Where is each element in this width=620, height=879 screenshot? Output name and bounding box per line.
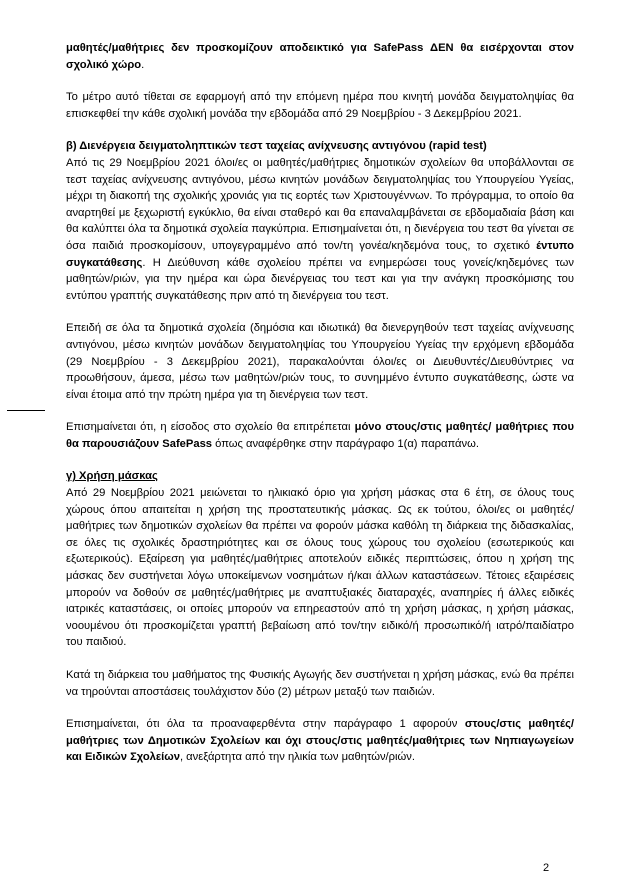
- section-b-paragraph-3: [66, 419, 574, 452]
- section-b-p1-bold: έντυπο συγκατάθεσης: [66, 239, 574, 269]
- section-c-p3-text-1: Επισημαίνεται, ότι όλα τα προαναφερθέντα στην παράγραφο 1 αφορούν: [66, 718, 465, 731]
- top-paragraph-bold: μαθητές/μαθήτριες δεν προσκομίζουν αποδεικτικό για SafePass ΔΕΝ θα εισέρχονται στον σχολικό χώρο: [66, 42, 574, 71]
- top-paragraph-end: .: [141, 58, 145, 71]
- margin-rule: [7, 410, 45, 411]
- section-c-p3-bold: στους/στις μαθητές/ μαθήτριες των Δημοτικών Σχολείων και όχι στους/στις μαθητές/μαθήτριες των Νηπιαγωγείων και Ειδικών Σχολείων: [66, 718, 574, 764]
- section-c-p3-text-2: , ανεξάρτητα από την ηλικία των μαθητών/ριών.: [179, 751, 415, 764]
- section-b-p1-text-1: Από τις 29 Νοεμβρίου 2021 όλοι/ες οι μαθητές/μαθήτριες δημοτικών σχολείων θα υποβάλλονται σε τεστ ταχείας ανίχνευσης αντιγόνου, μέσω κινητών μονάδων δειγματοληψίας του Υπουργείου Υγείας, μέχρι τη διακοπή της σχολικής χρονιάς για τις εορτές των Χριστουγέννων. Το πρόγραμμα, το οποίο θα αναρτηθεί με ξεχωριστή εγκύκλιο, θα είναι σταθερό και θα επαναλαμβάνεται σε εβδομαδιαία βάση και θα καλύπτει όλα τα δημοτικά σχολεία παγκύπρια. Επισημαίνεται ότι, η διενέργεια του τεστ θα γίνεται σε όσα παιδιά προσκομίσουν, υπογεγραμμένο από τον/τη γονέα/κηδεμόνα τους, το σχετικό: [66, 156, 574, 252]
- section-c-paragraph-3: [66, 716, 574, 766]
- section-b-p3-text-2: όπως αναφέρθηκε στην παράγραφο 1(α) παραπάνω.: [212, 437, 479, 450]
- top-paragraph: [66, 40, 574, 73]
- section-c-paragraph-1: Από 29 Νοεμβρίου 2021 μειώνεται το ηλικιακό όριο για χρήση μάσκας στα 6 έτη, σε όλους τους χώρους όπου απαιτείται η χρήση της προστατευτικής μάσκας. Ως εκ τούτου, όλοι/ες οι μαθητές/μαθήτριες των δημοτικών σχολείων θα πρέπει να φορούν μάσκα καθόλη τη διάρκεια της διδασκαλίας, σε όλες τις σχολικές δραστηριότητες και σε όλους τους χώρους του σχολείου (εσωτερικούς και εξωτερικούς). Εξαίρεση για μαθητές/μαθήτριες αποτελούν ειδικές περιπτώσεις, όπου η χρήση της μάσκας δεν συστήνεται λόγω υποκείμενων νοσημάτων ή/και άλλων καταστάσεων. Τέτοιες εξαιρέσεις μπορούν να δοθούν σε μαθητές/μαθήτριες με αναπτυξιακές διαταραχές, αναπηρίες ή άλλες ειδικές ιατρικές καταστάσεις, οι οποίες μπορούν να επηρεαστούν από τη χρήση μάσκας, η χρήση μάσκας, νοουμένου ότι προσκομίζεται γραπτή βεβαίωση από τον/την ειδικό/ή προσωπικό/ή ιατρό/παιδίατρο του παιδιού.: [66, 487, 574, 649]
- measure-paragraph: Το μέτρο αυτό τίθεται σε εφαρμογή από την επόμενη ημέρα που κινητή μονάδα δειγματοληψίας θα επισκεφθεί την κάθε σχολική μονάδα την εβδομάδα από 29 Νοεμβρίου - 3 Δεκεμβρίου 2021.: [66, 91, 574, 120]
- document-body: [66, 40, 574, 766]
- section-c-heading: γ) Χρήση μάσκας: [66, 470, 158, 483]
- section-b-paragraph-1: [66, 155, 574, 304]
- section-b-p3-bold: μόνο στους/στις μαθητές/ μαθήτριες που θα παρουσιάζουν SafePass: [66, 421, 574, 450]
- section-b-heading: β) Διενέργεια δειγματοληπτικών τεστ ταχείας ανίχνευσης αντιγόνου (rapid test): [66, 140, 487, 153]
- page-number: 2: [543, 862, 550, 874]
- section-b-paragraph-2: Επειδή σε όλα τα δημοτικά σχολεία (δημόσια και ιδιωτικά) θα διενεργηθούν τεστ ταχείας ανίχνευσης αντιγόνου, μέσω κινητών μονάδων δειγματοληψίας του Υπουργείου Υγείας την ερχόμενη εβδομάδα (29 Νοεμβρίου - 3 Δεκεμβρίου 2021), παρακαλούνται όλοι/ες οι Διευθυντές/Διευθύντριες να προωθήσουν, άμεσα, μέσω των μαθητών/ριών τους, το συνημμένο έντυπο συγκατάθεσης, ώστε να είναι έτοιμα από την πρώτη ημέρα για τη διενέργεια των τεστ.: [66, 322, 574, 401]
- section-b-p1-text-2: . Η Διεύθυνση κάθε σχολείου πρέπει να ενημερώσει τους γονείς/κηδεμόνες των μαθητών/ριών, για την ημέρα και ώρα διενέργειας του τεστ και για την ανάγκη προσκόμισης του εντύπου γραπτής συγκατάθεσης πριν από τη διενέργεια του τεστ.: [66, 256, 574, 302]
- section-b-p3-text-1: Επισημαίνεται ότι, η είσοδος στο σχολείο θα επιτρέπεται: [66, 421, 355, 434]
- section-c-paragraph-2: Κατά τη διάρκεια του μαθήματος της Φυσικής Αγωγής δεν συστήνεται η χρήση μάσκας, ενώ θα πρέπει να τηρούνται αποστάσεις τουλάχιστον δύο (2) μέτρων μεταξύ των παιδιών.: [66, 669, 574, 698]
